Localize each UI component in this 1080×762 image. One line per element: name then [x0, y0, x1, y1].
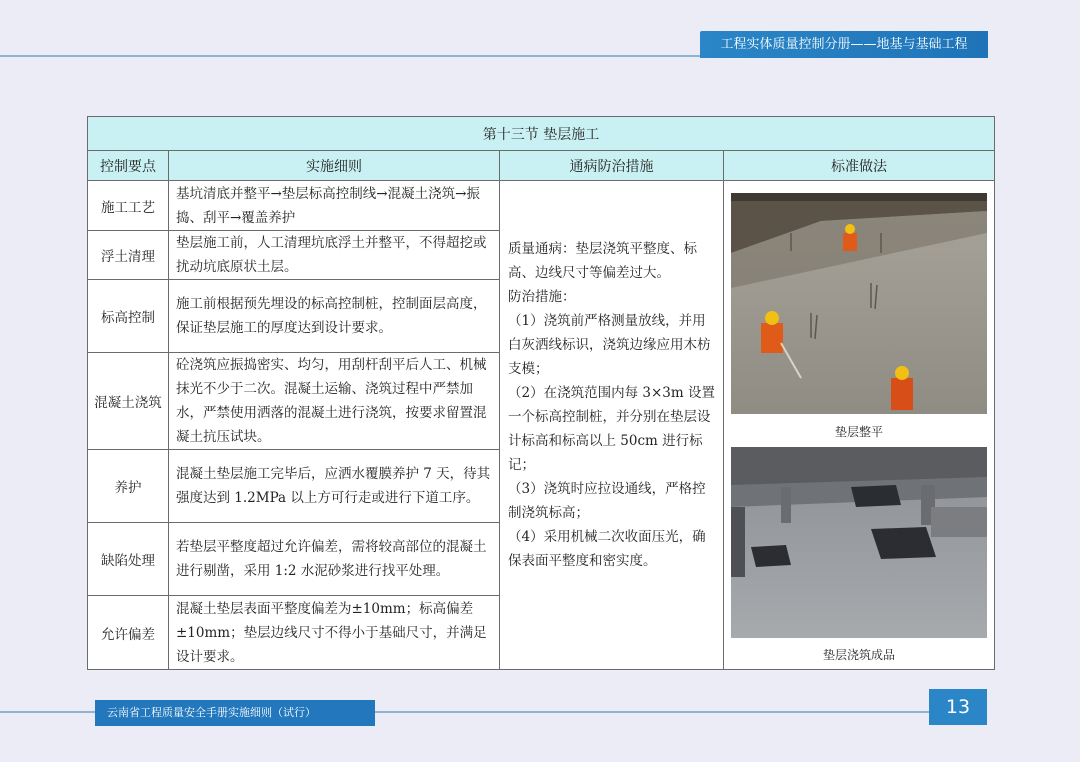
- implementation-detail: 混凝土垫层表面平整度偏差为±10mm；标高偏差±10mm；垫层边线尺寸不得小于基础尺寸，并满足设计要求。: [169, 596, 500, 670]
- implementation-detail: 垫层施工前，人工清理坑底浮土并整平，不得超挖或扰动坑底原状土层。: [169, 231, 500, 280]
- page-number: 13: [929, 689, 987, 725]
- control-point: 缺陷处理: [88, 523, 169, 596]
- implementation-detail: 砼浇筑应振捣密实、均匀，用刮杆刮平后人工、机械抹光不少于二次。混凝土运输、浇筑过程中严禁加水，严禁使用洒落的混凝土进行浇筑，按要求留置混凝土抗压试块。: [169, 353, 500, 450]
- measure-line: （1）浇筑前严格测量放线，并用白灰洒线标识，浇筑边缘应用木枋支模；: [508, 313, 711, 377]
- leveling-photo: [731, 193, 987, 414]
- table-title-row: [88, 117, 995, 151]
- control-point: 标高控制: [88, 280, 169, 353]
- column-header: 通病防治措施: [500, 151, 724, 181]
- control-point: 混凝土浇筑: [88, 353, 169, 450]
- measure-line: 防治措施：: [508, 289, 576, 305]
- footer-manual-title: 云南省工程质量安全手册实施细则（试行）: [95, 700, 375, 726]
- column-header: 实施细则: [169, 151, 500, 181]
- measure-line: 质量通病：垫层浇筑平整度、标高、边线尺寸等偏差过大。: [508, 241, 697, 281]
- implementation-detail: 若垫层平整度超过允许偏差，需将较高部位的混凝土进行剔凿，采用 1:2 水泥砂浆进行找平处理。: [169, 523, 500, 596]
- control-point: 允许偏差: [88, 596, 169, 670]
- photo-caption: 垫层浇筑成品: [822, 648, 895, 662]
- control-point: 养护: [88, 450, 169, 523]
- section-title: 第十三节 垫层施工: [88, 117, 995, 151]
- measure-line: （2）在浇筑范围内每 3×3m 设置一个标高控制桩，并分别在垫层设计标高和标高以上 50cm 进行标记；: [508, 385, 715, 473]
- control-point: 施工工艺: [88, 181, 169, 231]
- measure-line: （4）采用机械二次收面压光，确保表面平整度和密实度。: [508, 529, 706, 569]
- prevention-measures: [500, 181, 724, 670]
- column-header: 控制要点: [88, 151, 169, 181]
- measure-line: （3）浇筑时应拉设通线，严格控制浇筑标高；: [508, 481, 706, 521]
- standard-practice-photos: [724, 181, 995, 670]
- control-point: 浮土清理: [88, 231, 169, 280]
- implementation-detail: 混凝土垫层施工完毕后，应洒水覆膜养护 7 天，待其强度达到 1.2MPa 以上方可行走或进行下道工序。: [169, 450, 500, 523]
- finished-cushion-photo: [731, 447, 987, 638]
- construction-table: [87, 116, 995, 670]
- table-header-row: [88, 151, 995, 181]
- photo-caption: 垫层整平: [834, 425, 883, 439]
- implementation-detail: 施工前根据预先埋设的标高控制桩，控制面层高度，保证垫层施工的厚度达到设计要求。: [169, 280, 500, 353]
- column-header: 标准做法: [724, 151, 995, 181]
- header-rule: [0, 55, 700, 57]
- header-title: 工程实体质量控制分册——地基与基础工程: [700, 31, 988, 58]
- table-row: [88, 181, 995, 231]
- implementation-detail: 基坑清底并整平→垫层标高控制线→混凝土浇筑→振捣、刮平→覆盖养护: [169, 181, 500, 231]
